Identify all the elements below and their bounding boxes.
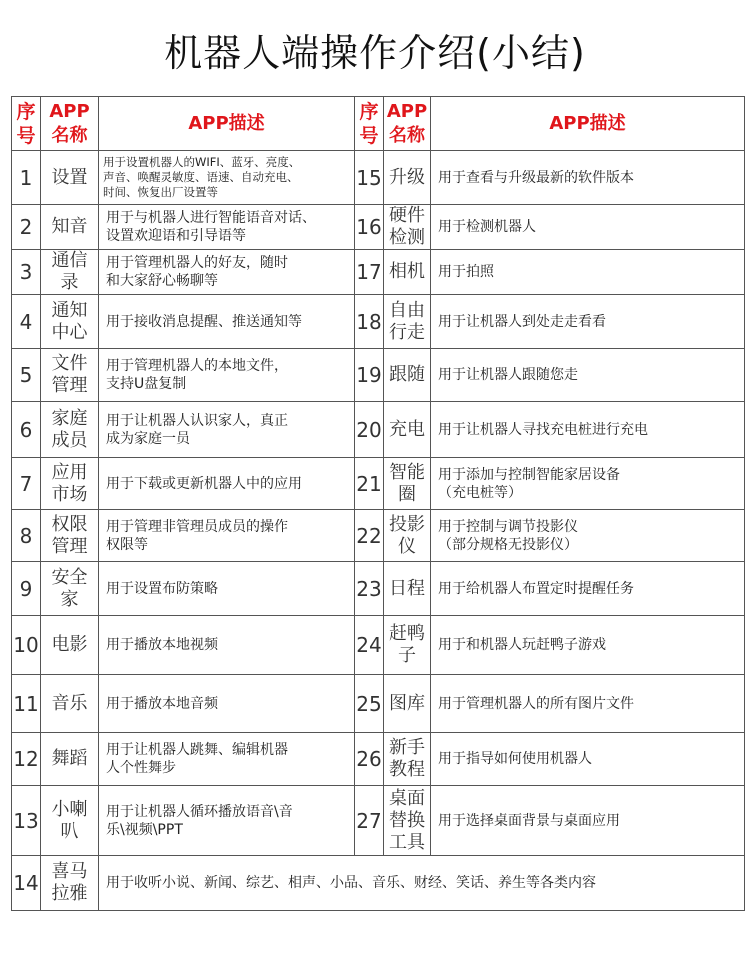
table-row — [12, 675, 745, 733]
desc-line: 用于和机器人玩赶鸭子游戏 — [438, 637, 606, 653]
app-desc — [431, 616, 745, 675]
table-row — [12, 250, 745, 295]
app-name: 赶鸭子 — [384, 616, 431, 675]
app-name: 安全家 — [41, 562, 99, 616]
table-row — [12, 402, 745, 458]
app-desc — [99, 616, 355, 675]
desc-line: 用于让机器人跳舞、编辑机器 — [106, 742, 288, 758]
desc-line: 用于让机器人循环播放语音\音 — [106, 803, 293, 820]
header-desc-left: APP描述 — [99, 97, 355, 151]
row-num: 24 — [355, 616, 384, 675]
header-num-right: 序号 — [355, 97, 384, 151]
row-num: 12 — [12, 733, 41, 786]
row-num: 4 — [12, 295, 41, 349]
desc-line: 用于查看与升级最新的软件版本 — [438, 169, 634, 186]
header-row — [12, 97, 745, 151]
app-name: 喜马拉雅 — [41, 856, 99, 911]
desc-line: 用于让机器人到处走走看看 — [438, 313, 606, 330]
table-row — [12, 616, 745, 675]
desc-line: 用于拍照 — [438, 264, 494, 280]
desc-line: 用于管理机器人的好友，随时 — [106, 255, 288, 271]
app-desc: 用于收听小说、新闻、综艺、相声、小品、音乐、财经、笑话、养生等各类内容 — [99, 856, 745, 911]
desc-line: （部分规格无投影仪） — [438, 536, 578, 553]
desc-line: 用于下载或更新机器人中的应用 — [106, 475, 302, 492]
app-name: 通信录 — [41, 250, 99, 295]
app-name: 跟随 — [384, 349, 431, 402]
desc-line: 和大家舒心畅聊等 — [106, 273, 218, 289]
row-num: 9 — [12, 562, 41, 616]
desc-line: （充电桩等） — [438, 484, 522, 501]
desc-line: 声音、唤醒灵敏度、语速、自动充电、 — [103, 170, 299, 184]
row-num: 18 — [355, 295, 384, 349]
desc-line: 用于指导如何使用机器人 — [438, 751, 592, 767]
row-num: 10 — [12, 616, 41, 675]
table-row — [12, 205, 745, 250]
desc-line: 用于让机器人跟随您走 — [438, 367, 578, 383]
row-num: 13 — [12, 786, 41, 856]
app-desc — [99, 349, 355, 402]
app-name: 升级 — [384, 151, 431, 205]
app-desc — [99, 151, 355, 205]
row-num: 3 — [12, 250, 41, 295]
desc-line: 用于设置布防策略 — [106, 580, 218, 597]
desc-line: 时间、恢复出厂设置等 — [103, 185, 218, 199]
desc-line: 用于控制与调节投影仪 — [438, 518, 578, 535]
desc-line: 成为家庭一员 — [106, 430, 190, 447]
row-num: 14 — [12, 856, 41, 911]
app-name: 自由行走 — [384, 295, 431, 349]
row-num: 27 — [355, 786, 384, 856]
table-row — [12, 856, 745, 911]
app-name: 相机 — [384, 250, 431, 295]
app-desc — [99, 733, 355, 786]
app-name: 应用市场 — [41, 458, 99, 510]
app-desc — [431, 205, 745, 250]
desc-line: 用于播放本地音频 — [106, 695, 218, 712]
app-desc — [431, 402, 745, 458]
table-row — [12, 295, 745, 349]
app-name: 文件管理 — [41, 349, 99, 402]
desc-line: 用于管理机器人的所有图片文件 — [438, 695, 634, 712]
desc-line: 人个性舞步 — [106, 760, 176, 776]
header-desc-right: APP描述 — [431, 97, 745, 151]
app-desc — [99, 295, 355, 349]
row-num: 16 — [355, 205, 384, 250]
desc-line: 支持U盘复制 — [106, 376, 187, 392]
desc-line: 乐\视频\PPT — [106, 821, 183, 838]
desc-line: 用于管理非管理员成员的操作 — [106, 518, 288, 535]
header-num-left: 序号 — [12, 97, 41, 151]
desc-line: 权限等 — [106, 536, 148, 553]
table-row — [12, 562, 745, 616]
app-desc — [99, 205, 355, 250]
app-desc — [431, 151, 745, 205]
app-desc — [99, 510, 355, 562]
row-num: 6 — [12, 402, 41, 458]
desc-line: 设置欢迎语和引导语等 — [106, 228, 246, 244]
app-desc — [431, 250, 745, 295]
app-desc — [431, 510, 745, 562]
desc-line: 用于接收消息提醒、推送通知等 — [106, 313, 302, 330]
app-name: 日程 — [384, 562, 431, 616]
app-name: 新手教程 — [384, 733, 431, 786]
app-desc — [99, 562, 355, 616]
row-num: 23 — [355, 562, 384, 616]
app-name: 舞蹈 — [41, 733, 99, 786]
app-desc — [99, 250, 355, 295]
app-desc — [99, 402, 355, 458]
app-name: 权限管理 — [41, 510, 99, 562]
table-row — [12, 458, 745, 510]
app-desc — [431, 458, 745, 510]
row-num: 26 — [355, 733, 384, 786]
desc-line: 用于选择桌面背景与桌面应用 — [438, 812, 620, 829]
desc-line: 用于设置机器人的WIFI、蓝牙、亮度、 — [103, 155, 301, 169]
app-name: 电影 — [41, 616, 99, 675]
app-name: 知音 — [41, 205, 99, 250]
app-name: 桌面替换工具 — [384, 786, 431, 856]
app-desc — [431, 675, 745, 733]
app-name: 设置 — [41, 151, 99, 205]
app-name: 音乐 — [41, 675, 99, 733]
desc-line: 用于播放本地视频 — [106, 637, 218, 653]
app-desc — [431, 786, 745, 856]
app-name: 通知中心 — [41, 295, 99, 349]
app-name: 小喇叭 — [41, 786, 99, 856]
desc-line: 用于给机器人布置定时提醒任务 — [438, 580, 634, 597]
row-num: 8 — [12, 510, 41, 562]
app-desc — [431, 349, 745, 402]
row-num: 17 — [355, 250, 384, 295]
desc-line: 用于添加与控制智能家居设备 — [438, 466, 620, 483]
table-row — [12, 733, 745, 786]
row-num: 2 — [12, 205, 41, 250]
row-num: 1 — [12, 151, 41, 205]
table-row — [12, 786, 745, 856]
header-name-left: APP名称 — [41, 97, 99, 151]
app-desc — [99, 786, 355, 856]
app-desc — [99, 675, 355, 733]
desc-line: 用于让机器人认识家人，真正 — [106, 412, 288, 429]
table-row — [12, 151, 745, 205]
desc-line: 用于与机器人进行智能语音对话、 — [106, 210, 316, 226]
row-num: 25 — [355, 675, 384, 733]
desc-line: 用于让机器人寻找充电桩进行充电 — [438, 421, 648, 438]
app-desc — [431, 733, 745, 786]
app-desc — [431, 562, 745, 616]
row-num: 5 — [12, 349, 41, 402]
row-num: 19 — [355, 349, 384, 402]
app-name: 硬件检测 — [384, 205, 431, 250]
desc-line: 用于检测机器人 — [438, 219, 536, 235]
page-title: 机器人端操作介绍(小结) — [164, 31, 586, 75]
row-num: 20 — [355, 402, 384, 458]
row-num: 15 — [355, 151, 384, 205]
row-num: 21 — [355, 458, 384, 510]
app-name: 家庭成员 — [41, 402, 99, 458]
app-name: 图库 — [384, 675, 431, 733]
app-desc — [431, 295, 745, 349]
table-row — [12, 349, 745, 402]
header-name-right: APP名称 — [384, 97, 431, 151]
row-num: 22 — [355, 510, 384, 562]
app-name: 智能圈 — [384, 458, 431, 510]
row-num: 11 — [12, 675, 41, 733]
app-name: 充电 — [384, 402, 431, 458]
app-table — [11, 96, 745, 911]
table-row — [12, 510, 745, 562]
desc-line: 用于管理机器人的本地文件， — [106, 358, 288, 374]
app-desc — [99, 458, 355, 510]
row-num: 7 — [12, 458, 41, 510]
app-name: 投影仪 — [384, 510, 431, 562]
